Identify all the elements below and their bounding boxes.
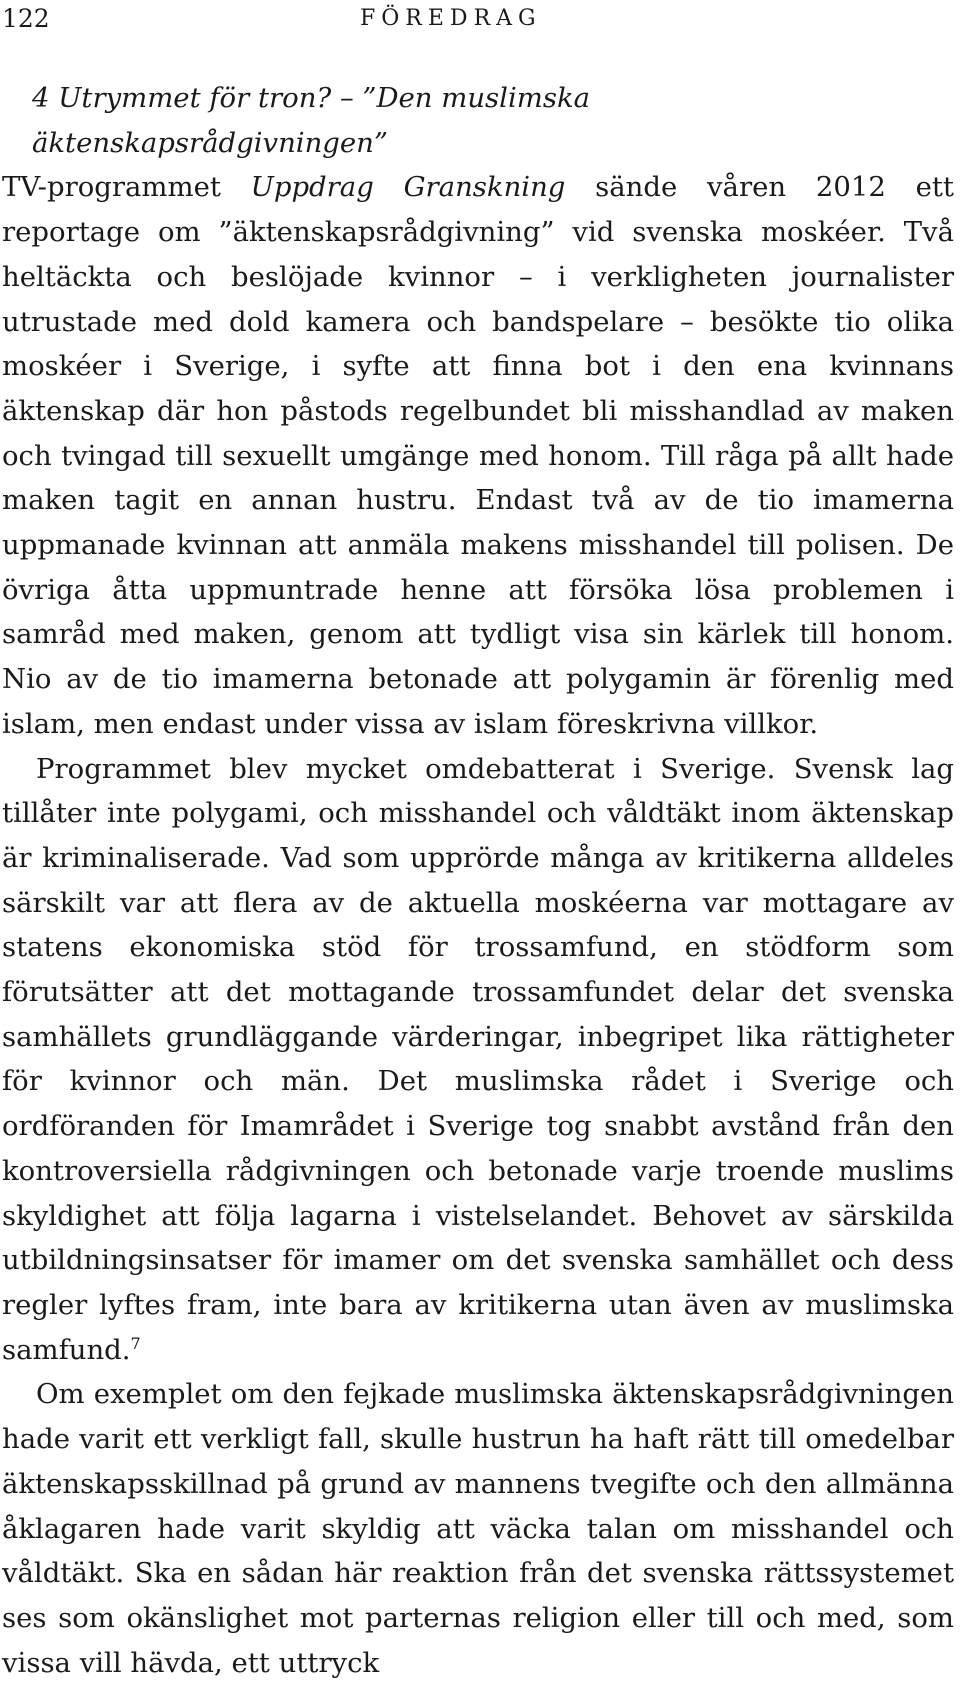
paragraph-2-text: Programmet blev mycket omdebatterat i Sverige. Svensk lag tillåter inte polygami, och misshandel och våldtäkt inom äktenskap är kriminaliserade. Vad som upprörde många av kritikerna alldeles särskilt var att flera av de aktuella moskéerna var mottagare av statens ekonomiska stöd för trossamfund, en stödform som förutsätter att det mottagande trossamfundet delar det svenska samhällets grundläggande värderingar, inbegripet lika rättigheter för kvinnor och män. Det muslimska rådet i Sverige och ordföranden för Imamrådet i Sverige tog snabbt avstånd från den kontroversiella rådgivningen och betonade varje troende muslims skyldighet att följa lagarna i vistelselandet. Behovet av särskilda utbildningsinsatser för imamer om det svenska samhället och dess regler lyftes fram, inte bara av kritikerna utan även av muslimska samfund. <box>2 752 954 1366</box>
running-head <box>0 2 954 36</box>
paragraph-1-intro: TV-programmet <box>2 171 251 204</box>
footnote-reference[interactable]: 7 <box>130 1333 141 1353</box>
paragraph-3-text: Om exemplet om den fejkade muslimska äktenskapsrådgivningen hade varit ett verkligt fall, skulle hustrun ha haft rätt till omedelbar äktenskapsskillnad på grund av mannens tvegifte och den allmänna åklagaren hade varit skyldig att väcka talan om misshandel och våldtäkt. Ska en sådan här reaktion från det svenska rättssystemet ses som okänslighet mot parternas religion eller till och med, som vissa vill hävda, ett uttryck <box>2 1378 954 1679</box>
paragraph-2 <box>2 747 954 1373</box>
paragraph-3 <box>2 1372 954 1685</box>
page-number: 122 <box>2 4 50 33</box>
program-name: Uppdrag Granskning <box>250 171 566 204</box>
paragraph-1 <box>2 165 954 746</box>
body-text <box>2 76 954 1685</box>
paragraph-1-text: sände våren 2012 ett reportage om ”äktenskapsrådgivning” vid svenska moskéer. Två heltäckta och beslöjade kvinnor – i verkligheten journalister utrustade med dold kamera och bandspelare – besökte tio olika moskéer i Sverige, i syfte att finna bot i den ena kvinnans äktenskap där hon påstods regelbundet bli misshandlad av maken och tvingad till sexuellt umgänge med honom. Till råga på allt hade maken tagit en annan hustru. Endast två av de tio imamerna uppmanade kvinnan att anmäla makens misshandel till polisen. De övriga åtta uppmuntrade henne att försöka lösa problemen i samråd med maken, genom att tydligt visa sin kärlek till honom. Nio av de tio imamerna betonade att polygamin är förenlig med islam, men endast under vissa av islam föreskrivna villkor. <box>2 171 954 740</box>
section-heading: 4 Utrymmet för tron? – ”Den muslimska äktenskapsrådgivningen” <box>32 82 591 159</box>
running-title: FÖREDRAG <box>360 6 542 31</box>
